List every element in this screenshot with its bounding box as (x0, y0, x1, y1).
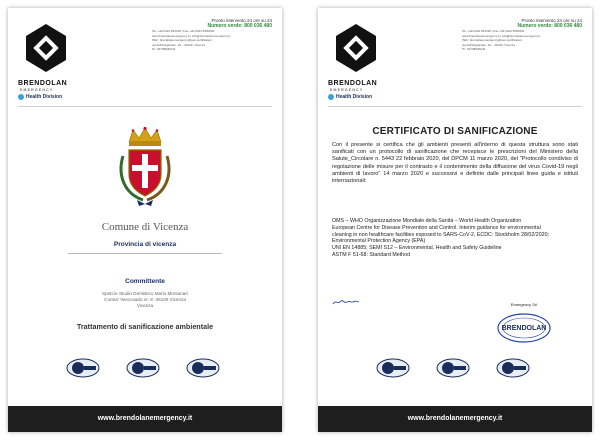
health-division-label: Health Division (336, 94, 373, 100)
province-name: Provincia di vicenza (113, 241, 177, 248)
contact-line: www.brendolanemergency.it | info@brendolanemergency.it (462, 33, 541, 38)
certificate-title: CERTIFICATO DI SANIFICAZIONE (372, 126, 538, 137)
certification-badges (66, 358, 226, 380)
certification-badges (376, 358, 536, 380)
client-line: Vicenza (136, 303, 154, 309)
standard-item: Environmental Protection Agency (EPA) (332, 238, 426, 245)
signature-icon (332, 298, 360, 306)
standards-list (332, 218, 578, 259)
contact-line: PEC: brendolanemergency@pec.certificata.it (462, 38, 522, 43)
certification-badge-icon (186, 358, 220, 378)
header-divider (328, 106, 582, 107)
svg-text:BRENDOLAN: BRENDOLAN (501, 325, 547, 332)
brand-name: BRENDOLAN (18, 80, 68, 87)
health-division-icon (328, 94, 334, 100)
client-heading: Committente (125, 278, 165, 285)
certificate-page (318, 8, 592, 432)
section-divider (68, 253, 222, 254)
certification-badge-icon (436, 358, 470, 378)
standard-item: UNI EN 14885; SEMI S12 – Environmental, Health and Safety Guideline (332, 245, 502, 252)
header-divider (18, 106, 272, 107)
standard-item: OMS – WHO Organizzazione Mondiale della Sanità – World Health Organization (332, 218, 522, 224)
green-number: Numero verde: 800 036 480 (207, 23, 272, 29)
certification-badge-icon (66, 358, 100, 378)
certificate-paragraph: Con il presente si certifica che gli ambienti presenti all'interno di questa struttura sono stati sanificati con un protocollo di sanificazione che recepisce le prescrizioni del Ministero della Salute_Circolare n. 5443 22 febbraio 2020, del DPCM 11 marzo 2020, del "Protocollo condiviso di regolazione delle misure per il contrasto e il contenimento della diffusione del virus Covid-19 negli ambienti di lavoro" 14 marzo 2020 e successivi e definite dalle principali linee guida e istituti internazionali: (332, 142, 578, 185)
contact-line: P.I. 03708930242 (462, 47, 486, 52)
standard-item: European Centre for Disease Prevention and Control. Interim guidance for environmental (332, 224, 541, 231)
contact-line: via dell'artigianato, 19 – 36100, Vicenza (152, 42, 205, 47)
coat-of-arms-icon (115, 126, 175, 208)
contact-block (462, 18, 582, 52)
green-number: Numero verde: 800 036 480 (517, 23, 582, 29)
contact-line: via dell'artigianato, 19 – 36100, Vicenza (462, 42, 515, 47)
service-hours: Pronto intervento 24 ore su 24 (521, 18, 582, 23)
health-division-label: Health Division (26, 94, 63, 100)
client-address (8, 291, 282, 310)
brand-tagline: EMERGENCY (330, 88, 364, 92)
certification-badge-icon (496, 358, 530, 378)
stamp-label: Emergency Srl (510, 302, 538, 307)
treatment-title: Trattamento di sanificazione ambientale (76, 322, 214, 331)
standard-item: ASTM F 51-68: Standard Method (332, 251, 411, 258)
contact-line: www.brendolanemergency.it | info@brendolanemergency.it (152, 33, 231, 38)
brendolan-logo-icon (22, 22, 70, 82)
contact-line: PEC: brendolanemergency@pec.certificata.it (152, 38, 212, 43)
brand-tagline: EMERGENCY (20, 88, 54, 92)
client-line: Spett.le Studio Dentistico Mario Montanari (102, 291, 188, 296)
brendolan-logo-icon (332, 22, 380, 82)
footer-url[interactable]: www.brendolanemergency.it (318, 406, 592, 432)
certification-badge-icon (376, 358, 410, 378)
contact-line: P.I. 03708930242 (152, 47, 176, 52)
contact-line: Tel. +39 0444 564318 | Fax +39 0444 5650000 (462, 29, 525, 33)
client-line: Contra' Vescovado nr. 8 -36100 Vicenza (104, 297, 186, 303)
health-division-icon (18, 94, 24, 100)
certificate-body (332, 142, 578, 190)
service-hours: Pronto intervento 24 ore su 24 (211, 18, 272, 23)
contact-line: Tel. +39 0444 564318 | Fax +39 0444 5650000 (152, 29, 215, 33)
contact-block (152, 18, 272, 52)
company-stamp-icon (494, 304, 554, 346)
cover-page (8, 8, 282, 432)
municipality-name: Comune di Vicenza (101, 221, 189, 233)
standard-item: cleaning in non healthcare facilities exposed to SARS-CoV-2, ECDC: Stockholm 28/02/2020; (332, 231, 549, 238)
brand-name: BRENDOLAN (328, 80, 378, 87)
certification-badge-icon (126, 358, 160, 378)
footer-url[interactable]: www.brendolanemergency.it (8, 406, 282, 432)
